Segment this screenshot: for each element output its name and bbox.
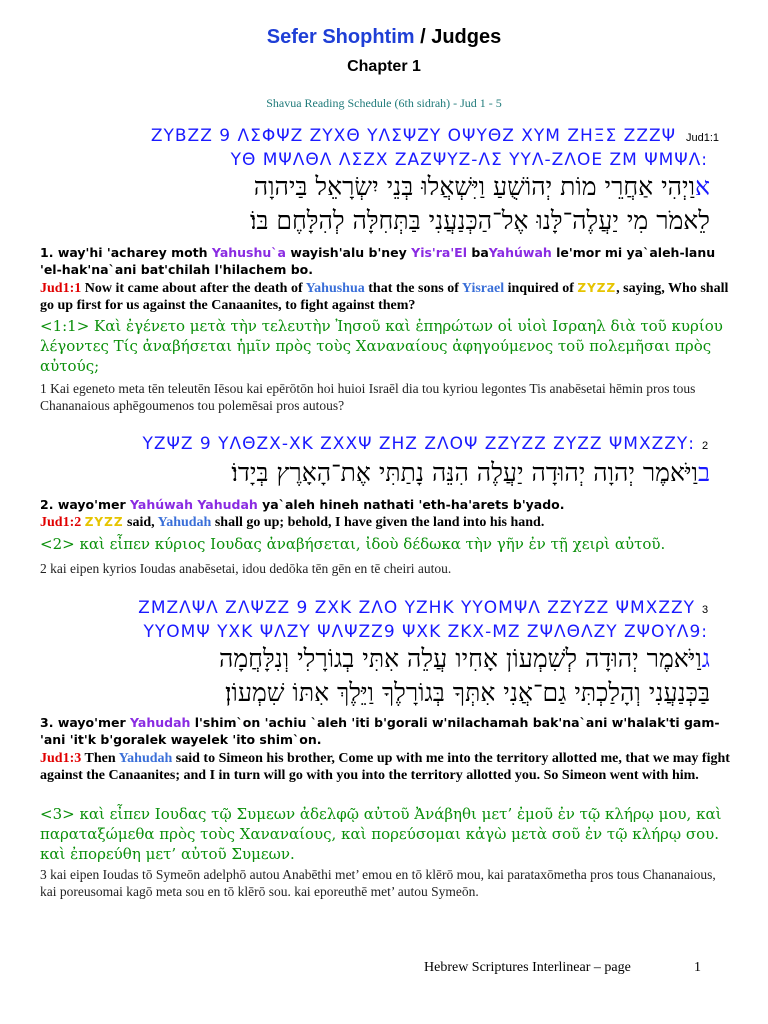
verse-ref: Jud1:1 [686,132,720,144]
english-text: Then [81,751,119,766]
hebrew-line: לֵאמֹר מִי יַעֲלֶה־לָּנוּ אֶל־הַכְּנַעֲנִי בַּתְּחִלָּה לְהִלָּחֶם בּוֹ׃ [249,206,710,235]
page-title [0,26,768,49]
greek-transliteration: 3 kai eipen Ioudas tō Symeōn adelphō autou Anabēthi met’ emou en tō klērō mou, kai parataxōmetha pros tous Chananaious, kai poreusomai kagō meta sou en tō klērō sou. kai eporeuthē met’ autou Symeōn. [40,867,716,899]
english-verse-ref: Jud1:1 [40,281,82,296]
chapter-heading: Chapter 1 [347,58,421,75]
translit-text: le'mor mi ya`aleh-lanu 'el-hak'na`ani bat'chilah l'hilachem bo. [40,245,716,277]
verse-number: 3. [40,715,58,730]
divine-name: Yahúwah [488,245,552,260]
english-translation [40,514,740,531]
english-text: inquired of [504,281,578,296]
divine-name-paleo: ΖΥΖΖ [577,281,617,295]
paleo-hebrew-line: :ΥΘ ΜΨΛΘΛ ΛΣΖΧ ΖΑΖΨΥΖ-ΛΣ ΥΥΛ-ΖΛΟΕ ΖΜ ΨΜΨΛ [230,150,708,170]
name-highlight: Yahushua [305,281,365,296]
english-text: said to Simeon his brother, Come up with me into the territory allotted me, that we may fight against the Canaanites; and I in turn will go with you into the territory allotted you. So Simeon went with him. [40,751,730,783]
verse-number: 2. [40,497,58,512]
translit-text: way'hi 'acharey moth [57,245,212,260]
transliteration [40,714,730,748]
translit-text: wayish'alu b'ney [285,245,412,260]
hebrew-text: וַיֹּאמֶר יְהוָה יְהוּדָה יַעֲלֶה הִנֵּה נָתַתִּי אֶת־הָאָרֶץ בְּיָדוֹ׃ [231,458,698,487]
divine-name: Yis'ra'El [411,245,468,260]
hebrew-line [40,172,710,202]
paleo-hebrew-line: :ΥΥΟΜΨ ΥΧΚ ΨΛΖΥ ΨΛΨΖΖ9 ΨΧΚ ΖΚΧ-ΜΖ ΖΨΛΘΛΖΥ ΖΨΟΥΛ9 [143,622,708,642]
reading-schedule: Shavua Reading Schedule (6th sidrah) - Jud 1 - 5 [266,96,502,110]
book-title-hebrew: Sefer Shophtim [266,26,415,48]
english-translation [40,280,740,314]
translit-text: wayo'mer [57,715,130,730]
title-separator: / [414,26,432,48]
verse-letter: א [694,172,710,201]
transliteration [40,244,730,278]
footer-text: Hebrew Scriptures Interlinear – page [424,960,631,975]
hebrew-line: בַּכְּנַעֲנִי וְהָלַכְתִּי גַם־אֲנִי אִתְּךָ בְּגוֹרָלֶךָ וַיֵּלֶךְ אִתּוֹ שִׁמְעוֹן׃ [225,678,710,707]
name-highlight: Yahudah [118,751,173,766]
divine-name: Yahushu`a [211,245,286,260]
greek-transliteration: 1 Kai egeneto meta tēn teleutēn Iēsou kai epērōtōn hoi huioi Israēl dia tou kyriou legontes Tis anabēsetai hēmin pros tous Chananaious aphēgoumenos tou polemēsai pros autous? [40,381,696,413]
greek-text: <2> καὶ εἶπεν κύριος Ιουδας ἀναβήσεται, ἰδοὺ δέδωκα τὴν γῆν ἐν τῇ χειρὶ αὐτοῦ. [40,535,666,553]
english-text: , saying, Who shall go up first for us against the Canaanites, to fight against them? [40,281,729,313]
greek-transliteration: 2 kai eipen kyrios Ioudas anabēsetai, idou dedōka tēn gēn en tē cheiri autou. [40,561,452,576]
hebrew-line [40,458,710,488]
divine-name-paleo: ΖΥΖΖ [84,515,124,529]
transliteration [40,496,730,513]
verse-letter: ב [697,458,710,487]
english-text: shall go up; behold, I have given the land into his hand. [211,515,545,530]
verse-ref: 3 [702,604,709,616]
verse-letter: ג [701,644,710,673]
greek-text: <3> καὶ εἶπεν Ιουδας τῷ Συμεων ἀδελφῷ αὐτοῦ Ἀνάβηθι μετ’ ἐμοῦ ἐν τῷ κλήρῳ μου, καὶ παραταξώμεθα πρὸς τοὺς Χαναναίους, καὶ πορεύσομαι κἀγὼ μετὰ σοῦ ἐν τῷ κλήρῳ σου. καὶ ἐπορεύθη μετ’ αὐτοῦ Συμεων. [40,805,722,863]
english-translation [40,750,740,784]
verse-number: 1. [40,245,58,260]
paleo-hebrew-line: :ΥΖΨΖ 9 ΥΛΘΖΧ-ΧΚ ΖΧΧΨ ΖΗΖ ΖΛΟΨ ΖΖΥΖΖ ΖΥΖΖ ΨΜΧΖΖΥ [142,434,695,454]
book-title-english: Judges [431,26,502,48]
paleo-hebrew-line: ΖΜΖΛΨΛ ΖΛΨΖΖ 9 ΖΧΚ ΖΛΟ ΥΖΗΚ ΥΥΟΜΨΛ ΖΖΥΖΖ ΨΜΧΖΖΥ [138,598,695,618]
name-highlight: Yisrael [461,281,505,296]
name-highlight: Yahudah [157,515,212,530]
verse-ref: 2 [702,440,709,452]
divine-name: Yahúwah Yahudah [130,497,258,512]
paleo-hebrew-line: ΖΥΒΖΖ 9 ΛΣΦΨΖ ΖΥΧΘ ΥΛΣΨΖΥ ΟΨΥΘΖ ΧΥΜ ΖΗΞΣ ΖΖΖΨ [150,126,676,146]
translit-text: ya`aleh hineh nathati 'eth-ha'arets b'yado. [257,497,565,512]
english-verse-ref: Jud1:3 [40,751,82,766]
greek-text: <1:1> Καὶ ἐγένετο μετὰ τὴν τελευτὴν Ἰησοῦ καὶ ἐπηρώτων οἱ υἱοὶ Ισραηλ διὰ τοῦ κυρίου λέγοντες Τίς ἀναβήσεται ἡμῖν πρὸς τοὺς Χαναναίους ἀφηγούμενος τοῦ πολεμῆσαι πρὸς αὐτούς; [40,317,723,375]
english-text: Now it came about after the death of [81,281,306,296]
english-text: that the sons of [364,281,462,296]
hebrew-text: וַיֹּאמֶר יְהוּדָה לְשִׁמְעוֹן אָחִיו עֲלֵה אִתִּי בְגוֹרָלִי וְנִלָּחֲמָה [218,644,702,673]
page-number: 1 [694,960,701,975]
translit-text: wayo'mer [57,497,130,512]
translit-text: l'shim`on 'achiu `aleh 'iti b'gorali w'nilachamah bak'na`ani w'halak'ti gam-'ani 'it'k b'goralek wayelek 'ito shim`on. [40,715,720,747]
english-text: said, [123,515,158,530]
hebrew-line [40,644,710,674]
english-verse-ref: Jud1:2 [40,515,82,530]
hebrew-text: וַיְהִי אַחֲרֵי מוֹת יְהוֹשֻׁעַ וַיִּשְׁאֲלוּ בְּנֵי יִשְׂרָאֵל בַּיהוָה [253,172,695,201]
divine-name: Yahudah [130,715,191,730]
translit-text: ba [467,245,489,260]
